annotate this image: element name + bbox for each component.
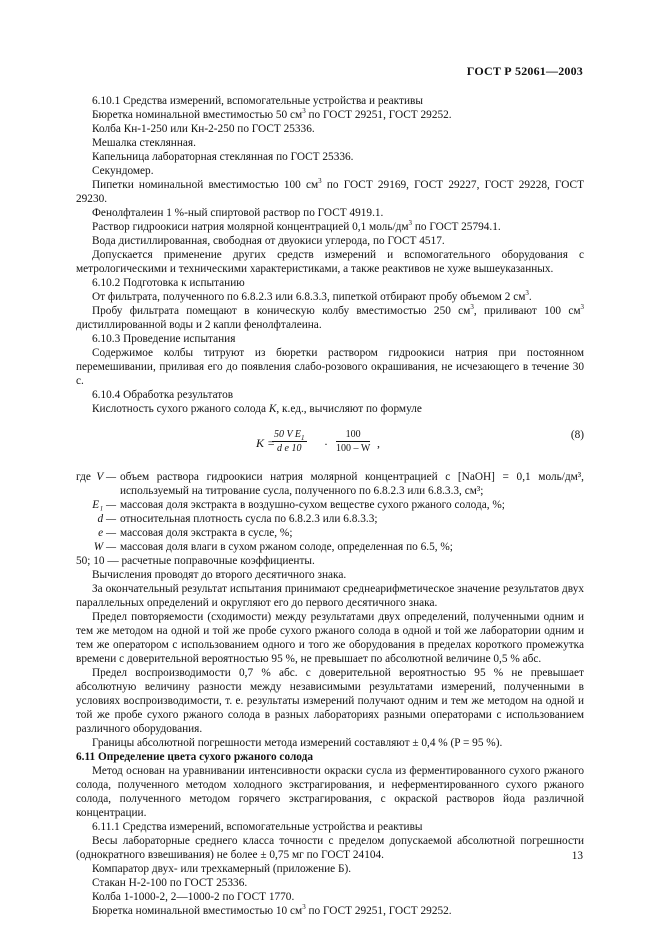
- superscript: 3: [525, 289, 529, 298]
- text: 50 V E: [274, 429, 302, 440]
- formula-comma: ,: [377, 436, 380, 450]
- paragraph-dropper: Капельница лабораторная стеклянная по ГОСТ 25336.: [92, 151, 354, 163]
- document-body: [76, 94, 584, 918]
- paragraph-pipettes: [76, 178, 584, 206]
- text: дистиллированной воды и 2 капли фенолфталеина.: [76, 319, 322, 331]
- subsection-6-10-2: 6.10.2 Подготовка к испытанию: [92, 277, 245, 289]
- text: Кислотность сухого ржаного солода: [92, 403, 269, 415]
- paragraph-titration: Содержимое колбы титруют из бюретки раствором гидроокиси натрия при постоянном перемешивании, приливая его до появления слабо-розового окрашивания, не исчезающего в течение 30 с.: [76, 347, 584, 387]
- text: От фильтрата, полученного по 6.8.2.3 или 6.8.3.3, пипеткой отбирают пробу объемом 2 см: [92, 291, 526, 303]
- symbol-k: K: [268, 403, 277, 415]
- paragraph-alternatives: Допускается применение других средств измерений и вспомогательного оборудования с метрологическими и техническими характеристиками, а также реактивов не хуже вышеуказанных.: [76, 249, 584, 275]
- definition-symbol: V —: [96, 471, 116, 483]
- paragraph-beaker: Стакан Н-2-100 по ГОСТ 25336.: [92, 877, 248, 889]
- equation-number: (8): [570, 429, 584, 441]
- variable-definitions: [76, 470, 584, 568]
- definition-symbol: W —: [93, 541, 116, 553]
- paragraph-flask-1000: Колба 1-1000-2, 2—1000-2 по ГОСТ 1770.: [92, 891, 295, 903]
- fraction-2-denominator: 100 – W: [336, 443, 371, 454]
- paragraph-flask: Колба Кн-1-250 или Кн-2-250 по ГОСТ 25336.: [92, 123, 315, 135]
- paragraph-method: Метод основан на уравнивании интенсивности окраски сусла из ферментированного сухого ржаного солода, полученного методом холодного экстрагирования, и неферментированного сухого ржаного солода, полученного методом горячего экстрагирования, с окраской растворов йода различной концентрации.: [76, 765, 584, 819]
- text: Бюретка номинальной вместимостью 10 см: [92, 905, 303, 917]
- paragraph-filtrate: [76, 304, 584, 332]
- subsection-6-11-1: 6.11.1 Средства измерений, вспомогательные устройства и реактивы: [92, 821, 423, 833]
- text: Пипетки номинальной вместимостью 100 см: [92, 179, 319, 191]
- subsection-6-10-1: 6.10.1 Средства измерений, вспомогательные устройства и реактивы: [92, 95, 423, 107]
- text: .: [528, 291, 532, 303]
- paragraph-phenolphthalein: Фенолфталеин 1 %-ный спиртовой раствор по ГОСТ 4919.1.: [92, 207, 384, 219]
- paragraph-acidity: [76, 402, 584, 416]
- text: по ГОСТ 29251, ГОСТ 29252.: [305, 109, 452, 121]
- multiply-dot: ·: [324, 437, 328, 451]
- paragraph-stopwatch: Секундомер.: [92, 165, 154, 177]
- definition-row: [76, 470, 584, 498]
- paragraph-sample: [76, 290, 584, 304]
- definition-row: [76, 526, 584, 540]
- definition-symbol: d —: [97, 513, 116, 525]
- definition-row: [76, 540, 584, 554]
- paragraph-final-result: За окончательный результат испытания принимают среднеарифметическое значение результатов двух параллельных определений и округляют его до первого десятичного знака.: [76, 583, 584, 609]
- subsection-6-10-3: 6.10.3 Проведение испытания: [92, 333, 236, 345]
- definition-row: [76, 498, 584, 512]
- superscript: 3: [302, 107, 306, 116]
- page-number: 13: [571, 850, 583, 862]
- paragraph-precision: Вычисления проводят до второго десятичного знака.: [92, 569, 347, 581]
- definition-row: [76, 512, 584, 526]
- text: Раствор гидроокиси натрия молярной концентрацией 0,1 моль/дм: [92, 221, 409, 233]
- text: , приливают 100 см: [473, 305, 581, 317]
- text: Бюретка номинальной вместимостью 50 см: [92, 109, 303, 121]
- text: , к.ед., вычисляют по формуле: [276, 403, 422, 415]
- document-code-header: ГОСТ Р 52061—2003: [466, 64, 583, 78]
- paragraph-stirrer: Мешалка стеклянная.: [92, 137, 196, 149]
- fraction-2-numerator: 100: [336, 428, 370, 442]
- formula-8: [76, 420, 584, 470]
- subscript: 1: [301, 434, 305, 442]
- definition-text: массовая доля экстракта в сусле, %;: [120, 527, 293, 539]
- paragraph-error-bounds: Границы абсолютной погрешности метода измерений составляют ± 0,4 % (P = 95 %).: [92, 737, 503, 749]
- definition-text: массовая доля экстракта в воздушно-сухом веществе сухого ржаного солода, %;: [120, 499, 505, 511]
- paragraph-naoh-solution: [76, 220, 584, 234]
- coefficients-definition: 50; 10 — расчетные поправочные коэффициенты.: [76, 555, 315, 567]
- paragraph-water: Вода дистиллированная, свободная от двуокиси углерода, по ГОСТ 4517.: [92, 235, 445, 247]
- fraction-2: [336, 428, 370, 455]
- superscript: 3: [408, 219, 413, 228]
- paragraph-scales: Весы лабораторные среднего класса точности с пределом допускаемой абсолютной погрешности (однократного взвешивания) не более ± 0,75 мг по ГОСТ 24104.: [76, 835, 584, 861]
- text: по ГОСТ 25794.1.: [412, 221, 501, 233]
- paragraph-repeatability: Предел повторяемости (сходимости) между результатами двух определений, полученными одним и тем же методом на одной и той же пробе сухого ржаного солода в одной и той же лаборатории одним и тем же оператором с использованием одного и того же оборудования в пределах короткого промежутка времени с доверительной вероятностью 95 %, не превышает по абсолютной величине 0,5 % абс.: [76, 611, 584, 665]
- paragraph-reproducibility: Предел воспроизводимости 0,7 % абс. с доверительной вероятностью 95 % не превышает абсолютную величину разности между независимыми результатами измерений, полученными в условиях воспроизводимости, т. е. результаты измерений получают одним и тем же методом на одной и той же пробе сухого ржаного солода в разных лабораториях разными операторами с использованием различного оборудования.: [76, 667, 584, 735]
- superscript: 3: [318, 177, 322, 186]
- superscript: 3: [470, 303, 474, 312]
- superscript: 3: [302, 903, 306, 912]
- fraction-1-denominator: d e 10: [277, 443, 302, 454]
- where-label: где: [76, 471, 91, 483]
- fraction-1-numerator: [272, 428, 307, 442]
- formula-lhs: K =: [256, 436, 276, 450]
- text: Пробу фильтрата помещают в коническую колбу вместимостью 250 см: [92, 305, 471, 317]
- definition-text: относительная плотность сусла по 6.8.2.3 или 6.8.3.3;: [120, 513, 378, 525]
- paragraph-buret: [76, 108, 584, 122]
- paragraph-comparator: Компаратор двух- или трехкамерный (приложение Б).: [92, 863, 352, 875]
- definition-symbol: e —: [98, 527, 116, 539]
- subsection-6-10-4: 6.10.4 Обработка результатов: [92, 389, 234, 401]
- superscript: 3: [580, 303, 584, 312]
- section-heading-6-11: 6.11 Определение цвета сухого ржаного солода: [76, 751, 313, 763]
- definition-text: объем раствора гидроокиси натрия молярной концентрацией c [NaOH] = 0,1 моль/дм³, используемый на титрование сусла, полученного по 6.8.2.3 или 6.8.3.3, см³;: [120, 471, 584, 497]
- paragraph-buret-10: [76, 904, 584, 918]
- fraction-1: [272, 428, 307, 455]
- text: по ГОСТ 29169, ГОСТ 29227, ГОСТ 29228, ГОСТ 29230.: [76, 179, 584, 205]
- definition-symbol: E₁ —: [92, 499, 116, 511]
- definition-text: массовая доля влаги в сухом ржаном солоде, определенная по 6.5, %;: [120, 541, 453, 553]
- text: по ГОСТ 29251, ГОСТ 29252.: [305, 905, 452, 917]
